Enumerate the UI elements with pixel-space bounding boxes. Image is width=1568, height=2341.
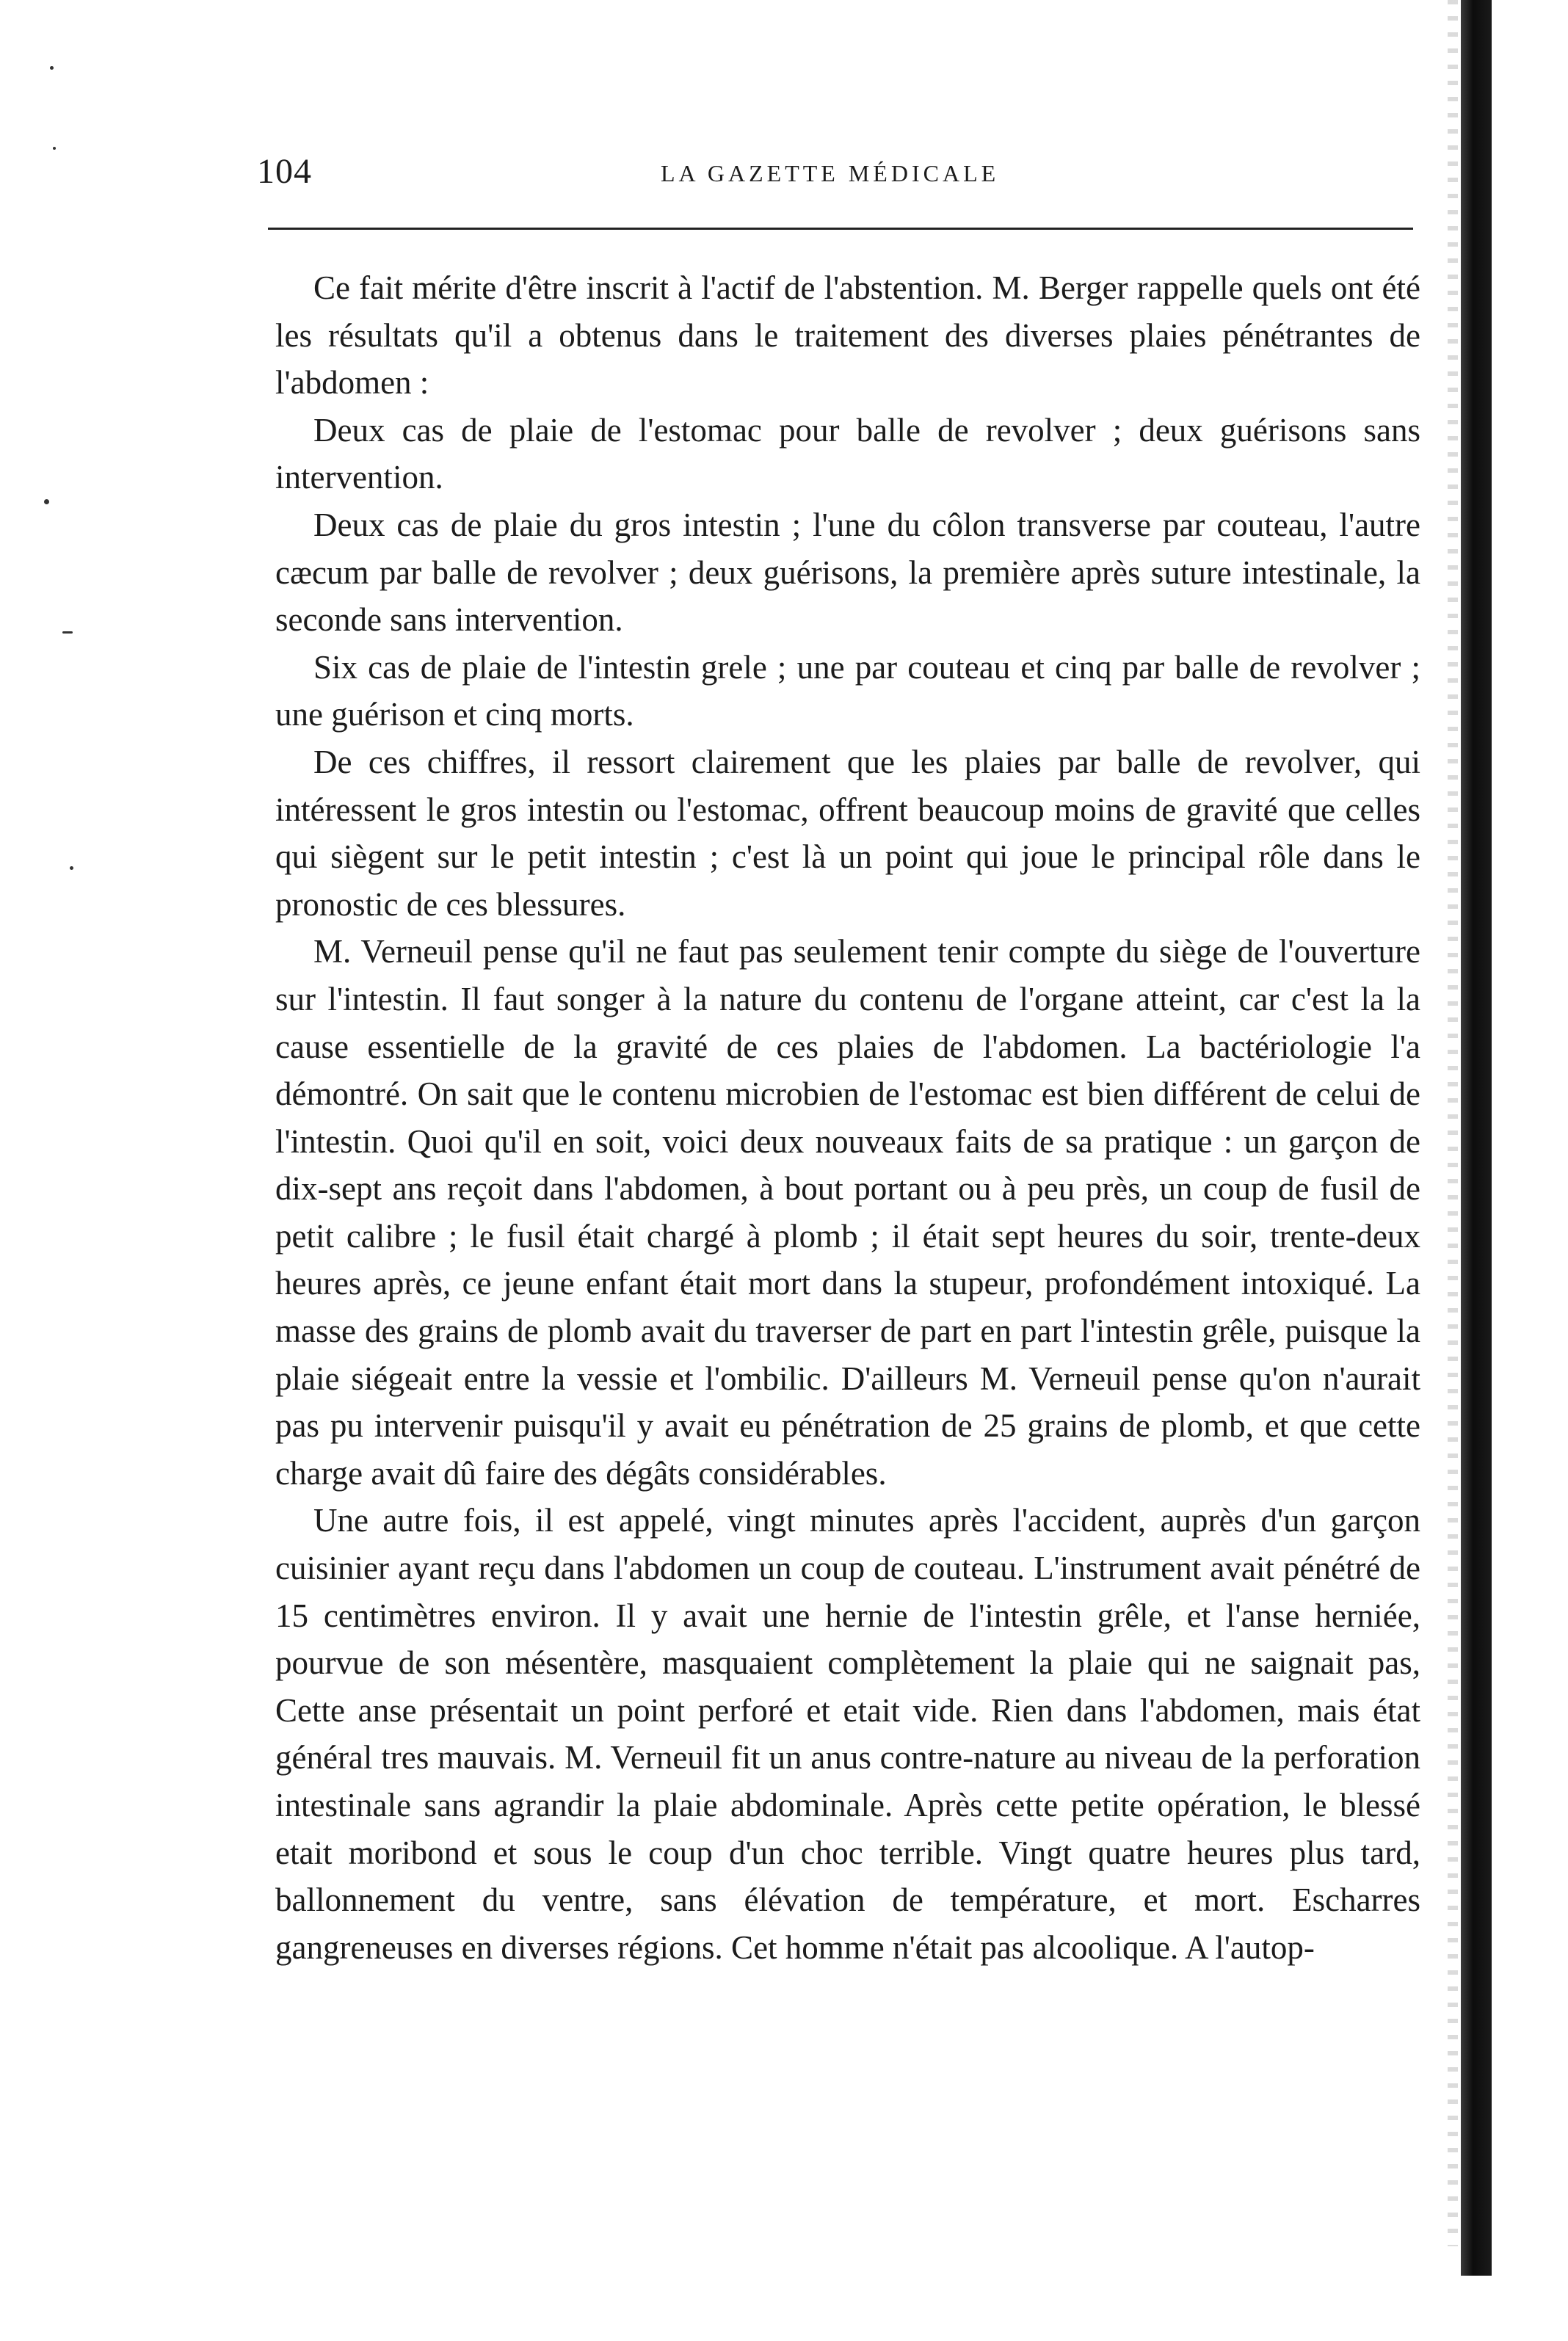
- scan-speck: [44, 499, 49, 504]
- header-rule: [268, 228, 1413, 230]
- paragraph: M. Verneuil pense qu'il ne faut pas seulement tenir compte du siège de l'ouverture sur l'intestin. Il faut songer à la nature du contenu de l'organe atteint, car c'est la la cause essentielle de la gravité de ces plaies de l'abdomen. La bactériologie l'a démontré. On sait que le contenu microbien de l'estomac est bien différent de celui de l'intestin. Quoi qu'il en soit, voici deux nouveaux faits de sa pratique : un garçon de dix-sept ans reçoit dans l'abdomen, à bout portant ou à peu près, un coup de fusil de petit calibre ; le fusil était chargé à plomb ; il était sept heures du soir, trente-deux heures après, ce jeune enfant était mort dans la stupeur, profondément intoxiqué. La masse des grains de plomb avait du traverser de part en part l'intestin grêle, puisque la plaie siégeait entre la vessie et l'ombilic. D'ailleurs M. Verneuil pense qu'on n'aurait pas pu intervenir puisqu'il y avait eu pénétration de 25 grains de plomb, et que cette charge avait dû faire des dégâts considérables.: [275, 933, 1420, 1492]
- scan-speck: [50, 66, 54, 70]
- running-head: LA GAZETTE MÉDICALE: [661, 160, 1000, 186]
- paragraph: Deux cas de plaie de l'estomac pour balle de revolver ; deux guérisons sans intervention.: [275, 411, 1420, 496]
- scan-speck: [70, 866, 73, 870]
- scan-speck: [62, 631, 73, 634]
- page-header: [257, 151, 1417, 195]
- paragraph: Ce fait mérite d'être inscrit à l'actif de l'abstention. M. Berger rappelle quels ont été les résultats qu'il a obtenus dans le traitement des diverses plaies pénétrantes de l'abdomen :: [275, 269, 1420, 402]
- binding-shadow: [1448, 0, 1458, 2246]
- paragraph: Deux cas de plaie du gros intestin ; l'une du côlon transverse par couteau, l'autre cæcum par balle de revolver ; deux guérisons, la première après suture intestinale, la seconde sans intervention.: [275, 506, 1420, 639]
- page-number: 104: [257, 152, 312, 191]
- paragraph: Une autre fois, il est appelé, vingt minutes après l'accident, auprès d'un garçon cuisinier ayant reçu dans l'abdomen un coup de couteau. L'instrument avait pénétré de 15 centimètres environ. Il y avait une hernie de l'intestin grêle, et l'anse herniée, pourvue de son mésentère, masquaient complètement la plaie qui ne saignait pas, Cette anse présentait un point perforé et etait vide. Rien dans l'abdomen, mais état général tres mauvais. M. Verneuil fit un anus contre-nature au niveau de la perforation intestinale sans agrandir la plaie abdominale. Après cette petite opération, le blessé etait moribond et sous le coup d'un choc terrible. Vingt quatre heures plus tard, ballonnement du ventre, sans élévation de température, et mort. Escharres gangreneuses en diverses régions. Cet homme n'était pas alcoolique. A l'autop-: [275, 1502, 1420, 1966]
- paragraph: De ces chiffres, il ressort clairement que les plaies par balle de revolver, qui intéressent le gros intestin ou l'estomac, offrent beaucoup moins de gravité que celles qui siègent sur le petit intestin ; c'est là un point qui joue le principal rôle dans le pronostic de ces blessures.: [275, 743, 1420, 923]
- body-text: [275, 264, 1420, 1971]
- page-edge-bar: [1461, 0, 1492, 2276]
- paragraph: Six cas de plaie de l'intestin grele ; une par couteau et cinq par balle de revolver ; une guérison et cinq morts.: [275, 648, 1420, 733]
- scan-speck: [53, 147, 56, 150]
